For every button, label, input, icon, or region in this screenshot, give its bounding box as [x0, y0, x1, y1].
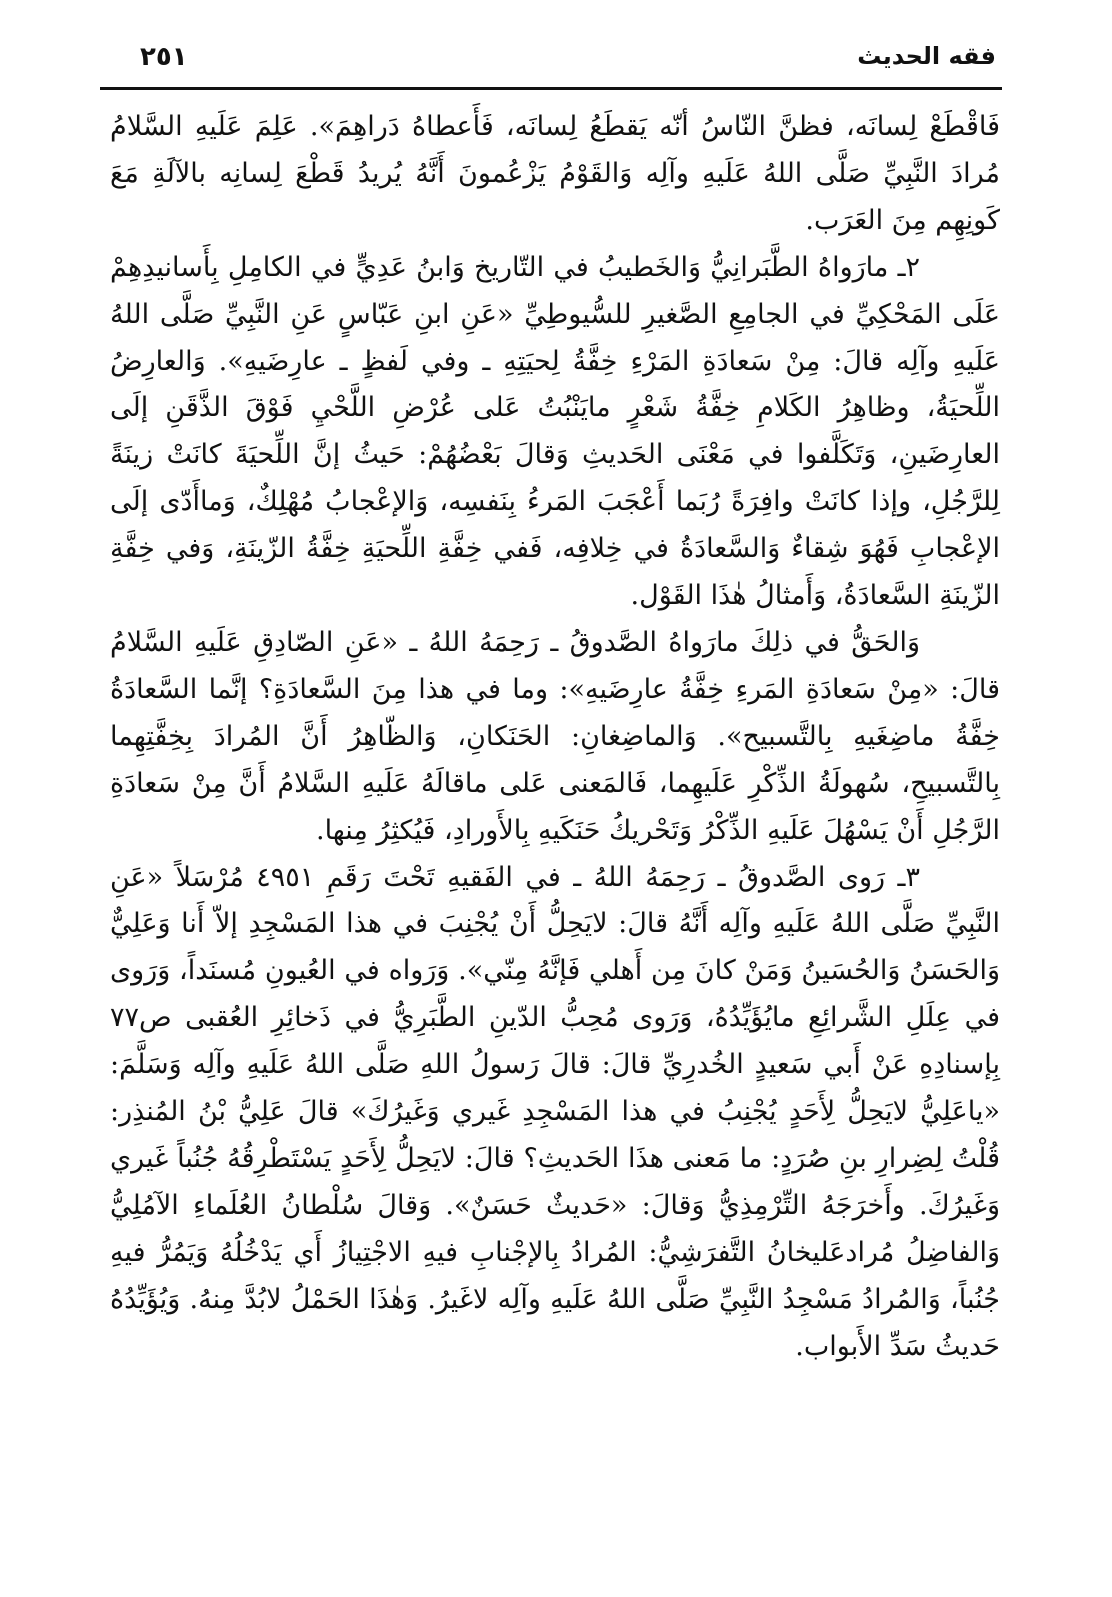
paragraph-4: ٣ـ رَوى الصَّدوقُ ـ رَحِمَهُ اللهُ ـ في الفَقيهِ تَحْتَ رَقَمِ ٤٩٥١ مُرْسَلاً «عَنِ النَّبِيِّ صَلَّى اللهُ عَلَيهِ وآلِه أَنَّهُ قالَ: لايَحِلُّ أَنْ يُجْنِبَ في هذا المَسْجِدِ إلاّ أَنا وَعَلِيٌّ وَالحَسَنُ وَالحُسَينُ وَمَنْ كانَ مِن أَهلي فَإنَّهُ مِنّي». وَرَواه في العُيونِ مُسنَداً، وَرَوى في عِلَلِ الشَّرائِعِ مايُؤَيِّدُهُ، وَرَوى مُحِبُّ الدّينِ الطَّبَرِيُّ في ذَخائِرِ العُقبى ص٧٧ بِإسنادِهِ عَنْ أَبي سَعيدٍ الخُدرِيِّ قالَ: قالَ رَسولُ اللهِ صَلَّى اللهُ عَلَيهِ وآلِه وَسَلَّمَ: «ياعَلِيُّ لايَحِلُّ لِأَحَدٍ يُجْنِبُ في هذا المَسْجِدِ غَيري وَغَيرُكَ» قالَ عَلِيُّ بْنُ المُنذِر: قُلْتُ لِضِرارِ بنِ صُرَدٍ: ما مَعنى هذَا الحَديثِ؟ قالَ: لايَحِلُّ لِأَحَدٍ يَسْتَطْرِقُهُ جُنُباً غَيري وَغَيرُكَ. وأَخرَجَهُ التِّرْمِذِيُّ وَقالَ: «حَديثٌ حَسَنٌ». وَقالَ سُلْطانُ العُلَماءِ الآمُلِيُّ وَالفاضِلُ مُرادعَليخانُ التَّفرَشِيُّ: المُرادُ بِالإجْنابِ فيهِ الاجْتِيازُ أَي يَدْخُلُهُ وَيَمُرُّ فيهِ جُنُباً، وَالمُرادُ مَسْجِدُ النَّبِيِّ صَلَّى اللهُ عَلَيهِ وآلِه لاغَيرُ. وَهٰذَا الحَمْلُ لابُدَّ مِنهُ. وَيُؤَيِّدُهُ حَديثُ سَدِّ الأَبواب. [110, 861, 1000, 1362]
paragraph-2: ٢ـ مارَواهُ الطَّبَرانِيُّ وَالخَطيبُ في التّاريخ وَابنُ عَدِيٍّ في الكامِلِ بِأَسانيدِهِمْ عَلَى المَحْكِيِّ في الجامِعِ الصَّغيرِ للسُّيوطِيِّ «عَنِ ابنِ عَبّاسٍ عَنِ النَّبِيِّ صَلَّى اللهُ عَلَيهِ وآلِه قالَ: مِنْ سَعادَةِ المَرْءِ خِفَّةُ لِحيَتِهِ ـ وفي لَفظٍ ـ عارِضَيهِ». وَالعارِضُ اللِّحيَةُ، وظاهِرُ الكَلامِ خِفَّةُ شَعْرٍ مايَنْبُتُ عَلى عُرْضِ اللَّحْيِ فَوْقَ الذَّقَنِ إلَى العارِضَينِ، وَتَكَلَّفوا في مَعْنَى الحَديثِ وَقالَ بَعْضُهُمْ: حَيثُ إنَّ اللِّحيَةَ كانَتْ زينَةً لِلرَّجُلِ، وإذا كانَتْ وافِرَةً رُبَما أَعْجَبَ المَرءُ بِنَفسِه، وَالإعْجابُ مُهْلِكٌ، وَماأَدّى إلَى الإعْجابِ فَهُوَ شِقاءٌ وَالسَّعادَةُ في خِلافِه، فَفي خِفَّةِ اللِّحيَةِ خِفَّةُ الزّينَةِ، وَفي خِفَّةِ الزّينَةِ السَّعادَةُ، وَأَمثالُ هٰذَا القَوْل. [110, 251, 1000, 612]
paragraph-1: فَاقْطَعْ لِسانَه، فظنَّ النّاسُ أنّه يَقطَعُ لِسانَه، فَأَعطاهُ دَراهِمَ». عَلِمَ عَلَيهِ السَّلامُ مُرادَ النَّبِيِّ صَلَّى اللهُ عَلَيهِ وآلِه وَالقَوْمُ يَزْعُمونَ أَنَّهُ يُريدُ قَطْعَ لِسانِه بالآلَةِ مَعَ كَونِهِم مِنَ العَرَب. [110, 111, 1000, 236]
body-text [110, 104, 1000, 1370]
page-header [100, 38, 1002, 88]
header-divider [100, 87, 1002, 90]
running-title: فقه الحديث [857, 42, 996, 70]
paragraph-3: وَالحَقُّ في ذلِكَ مارَواهُ الصَّدوقُ ـ رَحِمَهُ اللهُ ـ «عَنِ الصّادِقِ عَلَيهِ السَّلامُ قالَ: «مِنْ سَعادَةِ المَرءِ خِفَّةُ عارِضَيهِ»: وما في هذا مِنَ السَّعادَةِ؟ إنَّما السَّعادَةُ خِفَّةُ ماضِغَيهِ بِالتَّسبيح». وَالماضِغانِ: الحَنَكانِ، وَالظّاهِرُ أَنَّ المُرادَ بِخِفَّتِهِما بِالتَّسبيحِ، سُهولَةُ الذِّكْرِ عَلَيهِما، فَالمَعنى عَلى ماقالَهُ عَلَيهِ السَّلامُ أَنَّ مِنْ سَعادَةِ الرَّجُلِ أَنْ يَسْهُلَ عَلَيهِ الذِّكْرُ وَتَحْريكُ حَنَكَيهِ بِالأَورادِ، فَيُكثِرُ مِنها. [110, 626, 1000, 846]
page-number: ٢٥١ [140, 42, 188, 72]
